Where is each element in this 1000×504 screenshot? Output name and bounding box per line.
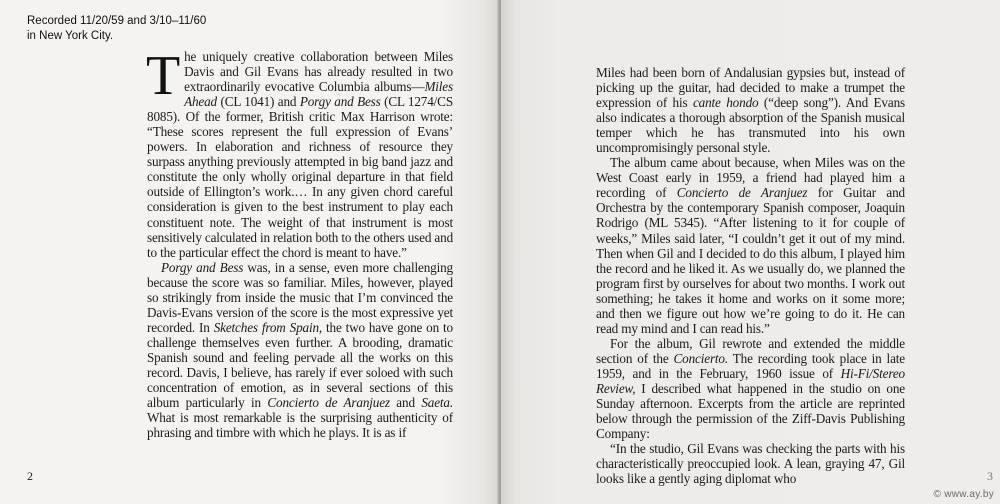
drop-cap: T <box>146 45 181 107</box>
italic-title-text: Concierto de Aranjuez <box>267 395 390 411</box>
body-text: (“deep song”). And Evans also indicates a thorough absorption of the Spanish musical temper which he has transmuted into his own uncompromisingly personal style. <box>596 95 905 156</box>
recording-location: in New York City. <box>27 30 114 42</box>
recording-dates: Recorded 11/20/59 and 3/10–11/60 <box>27 15 207 27</box>
body-text: I described what happened in the studio on one Sunday afternoon. Excerpts from the article are reprinted below through the permission of the Ziff-Davis Publishing Company: <box>596 380 905 442</box>
body-text: for Guitar and Orchestra by the contemporary Spanish composer, Joaquin Rodrigo (ML 5345). “After listening to it for couple of weeks,” Miles said later, “I couldn’t get it out of my mind. Then when Gil and I decided to do this album, I played him the record and he liked it. As we usually do, we planned the program first by ourselves for about two months. I work out something; he takes it home and works on it some more; and then we figure out how we’re going to do it. He can read my mind and I can read his.” <box>596 185 905 336</box>
body-text: For the album, Gil rewrote and extended the middle section of the <box>596 335 905 366</box>
right-text-column <box>596 65 905 486</box>
body-text: (CL 1041) and <box>217 94 300 110</box>
italic-title-text: cante hondo <box>692 95 759 111</box>
right-page <box>501 0 1000 504</box>
paragraph <box>596 336 905 441</box>
body-text: Miles had been born of Andalusian gypsies but, instead of picking up the guitar, had decided to make a trumpet the expression of his <box>596 65 905 111</box>
body-text: the two have gone on to challenge themselves even further. A brooding, dramatic Spanish sound and feeling pervade all the works on this record. Davis, I believe, has rarely if ever soloed with such concentration of emotion, as in several sections of this album particularly in <box>147 319 453 411</box>
italic-title-text: Sketches from Spain, <box>213 319 323 335</box>
page-number-right: 3 <box>987 469 993 483</box>
italic-title-text: Porgy and Bess <box>161 259 244 275</box>
italic-title-text: Concierto. <box>673 350 729 366</box>
body-text: The recording took place in late 1959, and in the February, 1960 issue of <box>596 350 905 381</box>
body-text: What is most remarkable is the surprising authenticity of phrasing and timbre with which he plays. It is as if <box>147 410 453 441</box>
paragraph <box>146 45 454 260</box>
italic-title-text: Concierto de Aranjuez <box>676 185 808 201</box>
page-number-left: 2 <box>27 469 33 483</box>
paragraph <box>596 441 905 486</box>
paragraph <box>147 260 453 441</box>
body-text: (CL 1274/CS 8085). Of the former, British critic Max Harrison wrote: “These scores represent the full expression of Evans’ powers. In elaboration and richness of resource they surpass anything previously attempted in big band jazz and constitute the only wholly original departure in that field outside of Ellington’s work.… In any given chord careful consideration is given to the best instrument to play each constituent note. The weight of that instrument is most sensitively calculated in relation both to the others used and to the particular effect the chord is meant to have.” <box>147 94 454 260</box>
paragraph <box>596 155 905 336</box>
italic-title-text: Saeta. <box>421 395 454 411</box>
left-text-column <box>146 45 454 441</box>
italic-title-text: Miles Ahead <box>184 79 453 110</box>
body-text: “In the studio, Gil Evans was checking the parts with his characteristically preoccupied look. A lean, graying 47, Gil looks like a gently aging diplomat who <box>596 441 905 487</box>
body-text: and <box>389 395 422 411</box>
left-page <box>0 0 499 504</box>
italic-title-text: Hi-Fi/Stereo Review, <box>596 365 905 396</box>
body-text: The album came about because, when Miles was on the West Coast early in 1959, a friend had played him a recording of <box>596 155 905 201</box>
paragraph <box>596 65 905 155</box>
italic-title-text: Porgy and Bess <box>299 94 381 110</box>
body-text: was, in a sense, even more challenging because the score was so familiar. Miles, however, played so strikingly from inside the music that I’m convinced the Davis-Evans version of the score is the most expressive yet recorded. In <box>147 259 453 335</box>
body-text: he uniquely creative collaboration between Miles Davis and Gil Evans has already resulted in two extraordinarily evocative Columbia albums— <box>184 49 453 95</box>
watermark: © www.ay.by <box>933 489 994 500</box>
recording-info <box>27 14 206 44</box>
